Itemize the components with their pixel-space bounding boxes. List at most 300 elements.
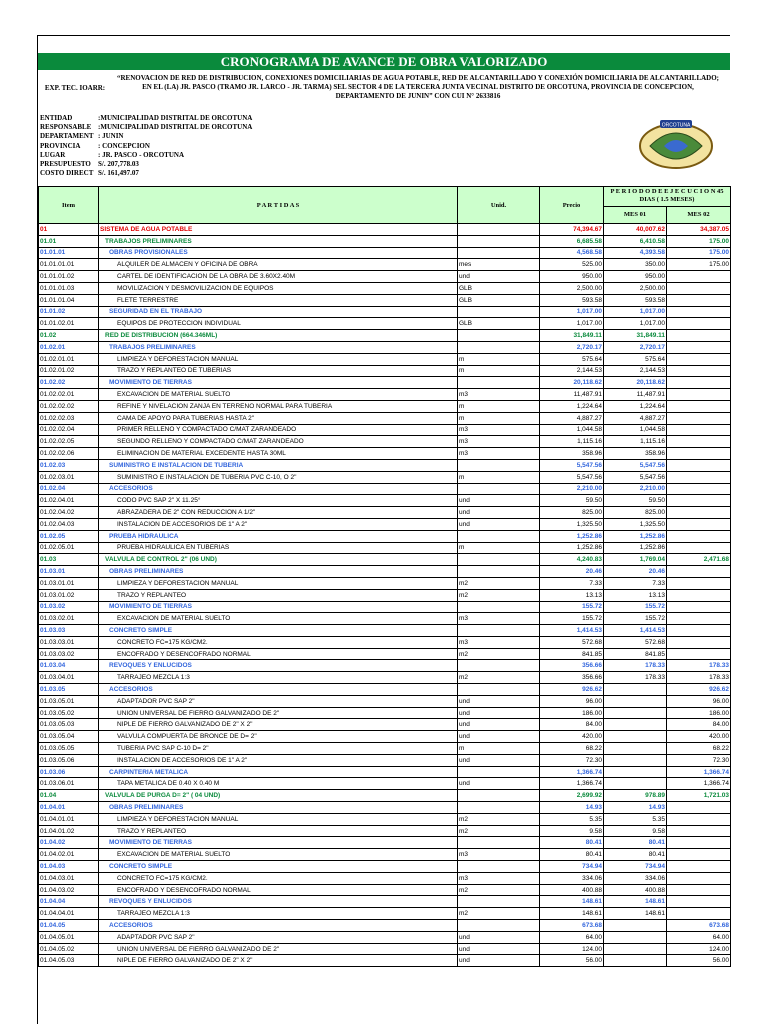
cell-mes01 xyxy=(604,754,667,766)
cell-mes02: 673.68 xyxy=(667,920,731,932)
cell-item: 01.02.02.01 xyxy=(39,389,99,401)
cell-mes01: 5,547.56 xyxy=(604,471,667,483)
cell-partida: EQUIPOS DE PROTECCION INDIVIDUAL xyxy=(99,318,458,330)
cell-precio: 593.58 xyxy=(540,294,604,306)
cell-partida: INSTALACION DE ACCESORIOS DE 1" A 2" xyxy=(99,754,458,766)
table-row xyxy=(39,518,731,530)
cell-precio: 13.13 xyxy=(540,589,604,601)
cell-item: 01.02.03.01 xyxy=(39,471,99,483)
cell-partida: CARPINTERIA METALICA xyxy=(99,766,458,778)
table-row xyxy=(39,294,731,306)
cell-precio: 926.62 xyxy=(540,684,604,696)
cell-item: 01.03.05.05 xyxy=(39,743,99,755)
cell-precio: 72.30 xyxy=(540,754,604,766)
cell-precio: 9.58 xyxy=(540,825,604,837)
cell-precio: 59.50 xyxy=(540,495,604,507)
cell-precio: 1,325.50 xyxy=(540,518,604,530)
cell-unid xyxy=(458,330,540,342)
cell-precio: 1,017.00 xyxy=(540,318,604,330)
cell-mes01: 334.06 xyxy=(604,872,667,884)
cell-mes02 xyxy=(667,802,731,814)
cell-partida: LIMPIEZA Y DEFORESTACION MANUAL xyxy=(99,813,458,825)
cell-unid xyxy=(458,837,540,849)
cell-unid: m xyxy=(458,365,540,377)
cell-mes02: 178.33 xyxy=(667,672,731,684)
cell-partida: ACCESORIOS xyxy=(99,483,458,495)
cell-partida: TRAZO Y REPLANTEO xyxy=(99,825,458,837)
cell-precio: 6,685.58 xyxy=(540,235,604,247)
cell-precio: 356.66 xyxy=(540,672,604,684)
cell-item: 01.03.06 xyxy=(39,766,99,778)
cell-item: 01.04.01.02 xyxy=(39,825,99,837)
cell-precio: 20.46 xyxy=(540,566,604,578)
cell-partida: REVOQUES Y ENLUCIDOS xyxy=(99,660,458,672)
table-row xyxy=(39,365,731,377)
cell-mes01: 80.41 xyxy=(604,837,667,849)
cell-partida: LIMPIEZA Y DEFORESTACION MANUAL xyxy=(99,577,458,589)
cell-mes02 xyxy=(667,495,731,507)
cell-precio: 74,394.67 xyxy=(540,224,604,236)
cell-precio: 572.68 xyxy=(540,636,604,648)
table-row xyxy=(39,695,731,707)
cell-precio: 56.00 xyxy=(540,955,604,967)
info-label: DEPARTAMENT xyxy=(40,132,94,141)
cell-mes02 xyxy=(667,872,731,884)
cell-unid: m2 xyxy=(458,908,540,920)
cell-mes01: 1,017.00 xyxy=(604,306,667,318)
cell-unid xyxy=(458,566,540,578)
cell-mes02: 420.00 xyxy=(667,731,731,743)
cell-partida: TUBERIA PVC SAP C-10 D= 2" xyxy=(99,743,458,755)
cell-precio: 825.00 xyxy=(540,507,604,519)
cell-unid: m3 xyxy=(458,389,540,401)
cell-mes01: 7.33 xyxy=(604,577,667,589)
table-row xyxy=(39,719,731,731)
cell-precio: 148.61 xyxy=(540,908,604,920)
cell-partida: TARRAJEO MEZCLA 1:3 xyxy=(99,908,458,920)
cell-mes02 xyxy=(667,365,731,377)
table-row xyxy=(39,625,731,637)
cell-precio: 1,224.64 xyxy=(540,400,604,412)
info-value: : JR. PASCO - ORCOTUNA xyxy=(98,150,185,159)
cell-partida: CARTEL DE IDENTIFICACION DE LA OBRA DE 3.60X2.40M xyxy=(99,271,458,283)
cell-mes01: 358.96 xyxy=(604,448,667,460)
cell-precio: 80.41 xyxy=(540,837,604,849)
cell-unid xyxy=(458,530,540,542)
cell-partida: PRIMER RELLENO Y COMPACTADO C/MAT ZARANDEADO xyxy=(99,424,458,436)
table-row xyxy=(39,955,731,967)
cell-partida: MOVILIZACION Y DESMOVILIZACION DE EQUIPOS xyxy=(99,282,458,294)
cell-precio: 84.00 xyxy=(540,719,604,731)
cell-item: 01.03.05 xyxy=(39,684,99,696)
cell-mes01: 1,044.58 xyxy=(604,424,667,436)
info-value: S/. 207,778.03 xyxy=(98,160,139,169)
cell-mes02 xyxy=(667,636,731,648)
cell-mes01: 2,210.00 xyxy=(604,483,667,495)
table-row xyxy=(39,566,731,578)
cell-item: 01.03.03.02 xyxy=(39,648,99,660)
cell-precio: 334.06 xyxy=(540,872,604,884)
cell-mes02: 96.00 xyxy=(667,695,731,707)
cell-precio: 64.00 xyxy=(540,931,604,943)
cell-mes01: 593.58 xyxy=(604,294,667,306)
cell-mes01 xyxy=(604,695,667,707)
cell-partida: TARRAJEO MEZCLA 1:3 xyxy=(99,672,458,684)
cell-unid xyxy=(458,377,540,389)
project-description: “RENOVACION DE RED DE DISTRIBUCION, CONEXIONES DOMICILIARIAS DE AGUA POTABLE, RED DE ALCANTARILLADO Y CONEXIÓN DOMICILIARIA DE ALCANTARILLADO; EN EL (LA) JR. PASCO (TRAMO JR. LARCO - JR. TARMA) SEL SECTOR 4 DE LA TERCERA JUNTA VECINAL DISTRITO DE ORCOTUNA, PROVINCIA DE CONCEPCION, DEPARTAMENTO DE JUNIN” CON CUI N° 2633816 xyxy=(116,74,720,100)
info-value: :MUNICIPALIDAD DISTRITAL DE ORCOTUNA xyxy=(98,114,253,122)
cell-item: 01.02.02.05 xyxy=(39,436,99,448)
cell-item: 01.03.04 xyxy=(39,660,99,672)
cell-item: 01.04.02 xyxy=(39,837,99,849)
header-unid: Unid. xyxy=(458,187,540,224)
info-label: PRESUPUESTO xyxy=(40,160,91,169)
table-row xyxy=(39,743,731,755)
cell-partida: TRAZO Y REPLANTEO xyxy=(99,589,458,601)
cell-mes02: 68.22 xyxy=(667,743,731,755)
cell-partida: TRABAJOS PRELIMINARES xyxy=(99,235,458,247)
table-row xyxy=(39,341,731,353)
cell-precio: 20,118.62 xyxy=(540,377,604,389)
table-row xyxy=(39,589,731,601)
cell-mes01: 1,769.04 xyxy=(604,554,667,566)
cell-item: 01.02.02.03 xyxy=(39,412,99,424)
table-row xyxy=(39,330,731,342)
cell-partida: CONCRETO SIMPLE xyxy=(99,861,458,873)
cell-mes02 xyxy=(667,436,731,448)
cell-mes01: 1,017.00 xyxy=(604,318,667,330)
cell-item: 01.02.05 xyxy=(39,530,99,542)
table-row xyxy=(39,282,731,294)
cell-precio: 4,568.58 xyxy=(540,247,604,259)
cell-mes02 xyxy=(667,813,731,825)
cell-precio: 1,017.00 xyxy=(540,306,604,318)
cell-precio: 358.96 xyxy=(540,448,604,460)
cell-precio: 2,500.00 xyxy=(540,282,604,294)
cell-mes02: 175.00 xyxy=(667,259,731,271)
info-row xyxy=(40,114,252,123)
cell-mes02 xyxy=(667,412,731,424)
info-row xyxy=(40,160,252,169)
table-row xyxy=(39,235,731,247)
info-label: ENTIDAD xyxy=(40,114,73,122)
cell-partida: FLETE TERRESTRE xyxy=(99,294,458,306)
cell-precio: 1,115.16 xyxy=(540,436,604,448)
info-label: COSTO DIRECT xyxy=(40,169,94,178)
cell-mes01: 20,118.62 xyxy=(604,377,667,389)
cell-partida: NIPLE DE FIERRO GALVANIZADO DE 2" X 2" xyxy=(99,955,458,967)
cell-precio: 2,720.17 xyxy=(540,341,604,353)
cell-precio: 1,366.74 xyxy=(540,766,604,778)
info-label: PROVINCIA xyxy=(40,141,81,150)
cell-unid: GLB xyxy=(458,318,540,330)
cell-item: 01.02 xyxy=(39,330,99,342)
cell-unid: m2 xyxy=(458,813,540,825)
cell-unid: und xyxy=(458,731,540,743)
info-value: : JUNIN xyxy=(98,132,124,141)
table-row xyxy=(39,813,731,825)
cell-mes02 xyxy=(667,601,731,613)
cell-mes02 xyxy=(667,389,731,401)
table-row xyxy=(39,766,731,778)
cell-mes02: 64.00 xyxy=(667,931,731,943)
cell-mes01: 1,252.86 xyxy=(604,542,667,554)
cell-mes01 xyxy=(604,943,667,955)
cell-item: 01.04.04.01 xyxy=(39,908,99,920)
cell-precio: 4,240.83 xyxy=(540,554,604,566)
table-row xyxy=(39,224,731,236)
cell-partida: EXCAVACION DE MATERIAL SUELTO xyxy=(99,613,458,625)
cell-item: 01.01.02 xyxy=(39,306,99,318)
cell-precio: 4,887.27 xyxy=(540,412,604,424)
cell-mes02: 926.62 xyxy=(667,684,731,696)
cell-mes02 xyxy=(667,613,731,625)
cell-item: 01.02.02.04 xyxy=(39,424,99,436)
cell-item: 01.04.05.01 xyxy=(39,931,99,943)
cell-item: 01.01 xyxy=(39,235,99,247)
table-row xyxy=(39,884,731,896)
table-row xyxy=(39,802,731,814)
cell-partida: OBRAS PRELIMINARES xyxy=(99,566,458,578)
cell-mes02: 34,387.05 xyxy=(667,224,731,236)
cell-unid: und xyxy=(458,695,540,707)
cell-precio: 31,849.11 xyxy=(540,330,604,342)
cell-unid xyxy=(458,660,540,672)
cell-partida: MOVIMIENTO DE TIERRAS xyxy=(99,837,458,849)
cell-item: 01.04.05.03 xyxy=(39,955,99,967)
cell-partida: INSTALACION DE ACCESORIOS DE 1" A 2" xyxy=(99,518,458,530)
table-row xyxy=(39,872,731,884)
cell-mes02: 1,366.74 xyxy=(667,778,731,790)
cell-mes02 xyxy=(667,400,731,412)
cell-unid: und xyxy=(458,719,540,731)
cell-partida: ABRAZADERA DE 2" CON REDUCCION A 1/2" xyxy=(99,507,458,519)
cell-mes01 xyxy=(604,707,667,719)
cell-unid: m3 xyxy=(458,424,540,436)
info-row xyxy=(40,123,252,132)
cell-item: 01.03.05.04 xyxy=(39,731,99,743)
cell-unid xyxy=(458,554,540,566)
cell-partida: PRUEBA HIDRAULICA EN TUBERIAS xyxy=(99,542,458,554)
table-row xyxy=(39,861,731,873)
cell-mes02 xyxy=(667,318,731,330)
cell-mes02 xyxy=(667,459,731,471)
table-row xyxy=(39,412,731,424)
cell-mes02: 1,721.03 xyxy=(667,790,731,802)
cell-precio: 1,366.74 xyxy=(540,778,604,790)
cell-partida: REVOQUES Y ENLUCIDOS xyxy=(99,896,458,908)
cell-item: 01.02.02.06 xyxy=(39,448,99,460)
schedule-table xyxy=(38,186,731,967)
cell-mes01: 59.50 xyxy=(604,495,667,507)
cell-unid: und xyxy=(458,955,540,967)
logo-text: ORCOTUNA xyxy=(661,122,691,129)
cell-item: 01.03.05.01 xyxy=(39,695,99,707)
cell-mes02 xyxy=(667,483,731,495)
cell-unid: m xyxy=(458,400,540,412)
table-row xyxy=(39,530,731,542)
cell-unid: m2 xyxy=(458,589,540,601)
table-row xyxy=(39,601,731,613)
cell-partida: CONCRETO FC=175 KG/CM2. xyxy=(99,636,458,648)
cell-mes01: 1,252.86 xyxy=(604,530,667,542)
table-row xyxy=(39,471,731,483)
table-row xyxy=(39,648,731,660)
cell-unid xyxy=(458,601,540,613)
cell-mes02: 124.00 xyxy=(667,943,731,955)
header-mes01: MES 01 xyxy=(604,206,667,223)
cell-mes01: 178.33 xyxy=(604,660,667,672)
project-info xyxy=(40,114,252,178)
cell-mes02 xyxy=(667,282,731,294)
cell-precio: 14.93 xyxy=(540,802,604,814)
cell-item: 01.02.01.02 xyxy=(39,365,99,377)
cell-item: 01.03.01.01 xyxy=(39,577,99,589)
cell-precio: 1,252.86 xyxy=(540,530,604,542)
cell-precio: 575.64 xyxy=(540,353,604,365)
cell-mes01 xyxy=(604,920,667,932)
info-row xyxy=(40,151,252,160)
cell-precio: 186.00 xyxy=(540,707,604,719)
cell-item: 01.02.03 xyxy=(39,459,99,471)
cell-mes02 xyxy=(667,589,731,601)
cell-partida: ADAPTADOR PVC SAP 2" xyxy=(99,931,458,943)
cell-partida: VALVULA DE PURGA D= 2" ( 04 UND) xyxy=(99,790,458,802)
cell-partida: MOVIMIENTO DE TIERRAS xyxy=(99,377,458,389)
cell-mes01: 350.00 xyxy=(604,259,667,271)
table-row xyxy=(39,306,731,318)
cell-precio: 11,487.91 xyxy=(540,389,604,401)
cell-unid: m2 xyxy=(458,884,540,896)
cell-mes01: 155.72 xyxy=(604,613,667,625)
cell-precio: 2,144.53 xyxy=(540,365,604,377)
cell-partida: OBRAS PRELIMINARES xyxy=(99,802,458,814)
cell-mes02 xyxy=(667,577,731,589)
cell-precio: 148.61 xyxy=(540,896,604,908)
cell-precio: 841.85 xyxy=(540,648,604,660)
cell-mes02 xyxy=(667,908,731,920)
cell-partida: ENCOFRADO Y DESENCOFRADO NORMAL xyxy=(99,648,458,660)
table-row xyxy=(39,259,731,271)
cell-partida: SUMINISTRO E INSTALACION DE TUBERIA PVC C-10, O 2" xyxy=(99,471,458,483)
cell-unid xyxy=(458,766,540,778)
cell-mes01: 841.85 xyxy=(604,648,667,660)
cell-unid: und xyxy=(458,707,540,719)
cell-mes01: 31,849.11 xyxy=(604,330,667,342)
cell-unid xyxy=(458,247,540,259)
cell-unid: m3 xyxy=(458,872,540,884)
cell-partida: CONCRETO FC=175 KG/CM2. xyxy=(99,872,458,884)
cell-mes01 xyxy=(604,778,667,790)
cell-item: 01.03 xyxy=(39,554,99,566)
info-value: :MUNICIPALIDAD DISTRITAL DE ORCOTUNA xyxy=(98,123,253,132)
cell-unid: und xyxy=(458,943,540,955)
cell-item: 01.02.02 xyxy=(39,377,99,389)
cell-mes02: 186.00 xyxy=(667,707,731,719)
cell-partida: ELIMINACION DE MATERIAL EXCEDENTE HASTA 30ML xyxy=(99,448,458,460)
cell-mes01 xyxy=(604,931,667,943)
cell-unid xyxy=(458,459,540,471)
cell-item: 01.04.01 xyxy=(39,802,99,814)
cell-precio: 400.88 xyxy=(540,884,604,896)
cell-partida: VALVULA COMPUERTA DE BRONCE DE D= 2" xyxy=(99,731,458,743)
cell-item: 01.04.03.02 xyxy=(39,884,99,896)
cell-mes02: 178.33 xyxy=(667,660,731,672)
cell-mes02 xyxy=(667,849,731,861)
cell-mes01: 825.00 xyxy=(604,507,667,519)
cell-precio: 2,699.92 xyxy=(540,790,604,802)
cell-partida: SEGURIDAD EN EL TRABAJO xyxy=(99,306,458,318)
cell-mes02 xyxy=(667,448,731,460)
cell-partida: TRABAJOS PRELIMINARES xyxy=(99,341,458,353)
cell-partida: SISTEMA DE AGUA POTABLE xyxy=(99,224,458,236)
cell-unid: m3 xyxy=(458,448,540,460)
cell-mes01: 178.33 xyxy=(604,672,667,684)
cell-unid: m2 xyxy=(458,577,540,589)
cell-mes02 xyxy=(667,271,731,283)
header-precio: Precio xyxy=(540,187,604,224)
cell-partida: SEGUNDO RELLENO Y COMPACTADO C/MAT ZARANDEADO xyxy=(99,436,458,448)
cell-mes01: 148.61 xyxy=(604,908,667,920)
cell-partida: CODO PVC SAP 2" X 11.25° xyxy=(99,495,458,507)
cell-item: 01.03.01.02 xyxy=(39,589,99,601)
cell-unid xyxy=(458,625,540,637)
cell-precio: 734.94 xyxy=(540,861,604,873)
cell-unid: m3 xyxy=(458,636,540,648)
cell-unid xyxy=(458,861,540,873)
cell-unid xyxy=(458,341,540,353)
table-row xyxy=(39,483,731,495)
cell-unid xyxy=(458,896,540,908)
cell-item: 01.02.04.02 xyxy=(39,507,99,519)
cell-mes02 xyxy=(667,825,731,837)
table-row xyxy=(39,931,731,943)
cell-unid: m xyxy=(458,471,540,483)
table-row xyxy=(39,672,731,684)
cell-precio: 525.00 xyxy=(540,259,604,271)
cell-item: 01.03.06.01 xyxy=(39,778,99,790)
cell-mes02 xyxy=(667,884,731,896)
table-row xyxy=(39,790,731,802)
cell-partida: VALVULA DE CONTROL 2" (06 UND) xyxy=(99,554,458,566)
cell-mes01: 575.64 xyxy=(604,353,667,365)
cell-mes01: 2,500.00 xyxy=(604,282,667,294)
cell-precio: 80.41 xyxy=(540,849,604,861)
cell-mes01: 734.94 xyxy=(604,861,667,873)
cell-unid: m xyxy=(458,353,540,365)
cell-item: 01.04 xyxy=(39,790,99,802)
cell-unid: und xyxy=(458,778,540,790)
cell-partida: PRUEBA HIDRAULICA xyxy=(99,530,458,542)
cell-item: 01.01.01.03 xyxy=(39,282,99,294)
cell-item: 01.01.01.01 xyxy=(39,259,99,271)
cell-item: 01.03.03.01 xyxy=(39,636,99,648)
cell-item: 01.02.01 xyxy=(39,341,99,353)
table-row xyxy=(39,424,731,436)
cell-unid xyxy=(458,790,540,802)
cell-mes01: 2,720.17 xyxy=(604,341,667,353)
info-value: : CONCEPCION xyxy=(98,141,150,150)
cell-precio: 5.35 xyxy=(540,813,604,825)
cell-item: 01.04.01.01 xyxy=(39,813,99,825)
header-partidas: P A R T I D A S xyxy=(99,187,458,224)
cell-unid: und xyxy=(458,518,540,530)
header-mes02: MES 02 xyxy=(667,206,731,223)
cell-partida: MOVIMIENTO DE TIERRAS xyxy=(99,601,458,613)
cell-mes01 xyxy=(604,955,667,967)
cell-partida: CONCRETO SIMPLE xyxy=(99,625,458,637)
cell-item: 01.02.04 xyxy=(39,483,99,495)
